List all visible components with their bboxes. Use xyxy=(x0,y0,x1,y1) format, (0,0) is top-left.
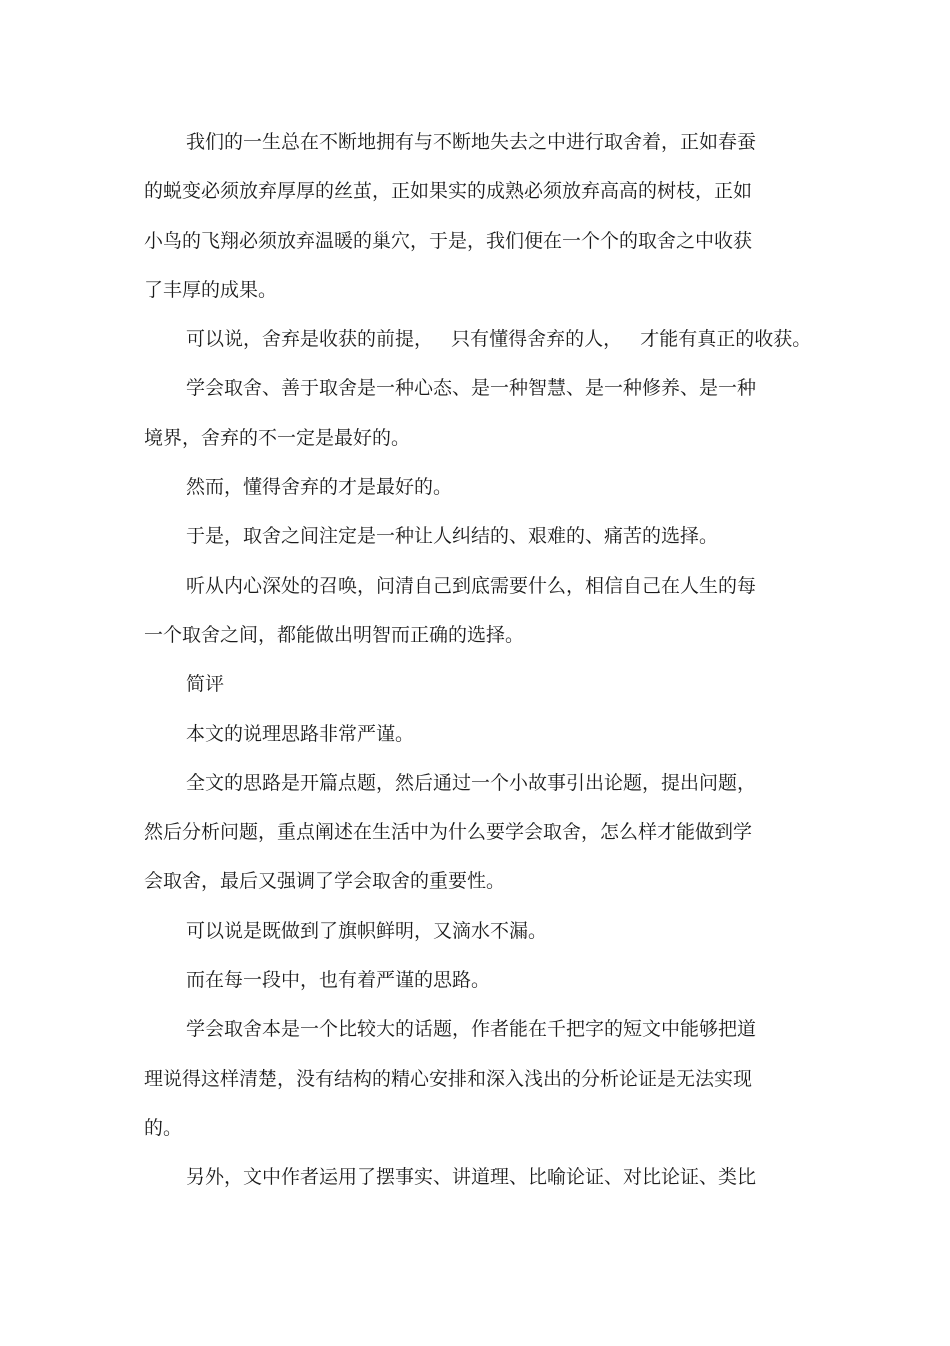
text-line: 可以说，舍弃是收获的前提， 只有懂得舍弃的人， 才能有真正的收获。 xyxy=(186,328,812,351)
text-line: 了丰厚的成果。 xyxy=(144,278,278,301)
text-line: 另外，文中作者运用了摆事实、讲道理、比喻论证、对比论证、类比 xyxy=(186,1166,757,1189)
text-line: 然而，懂得舍弃的才是最好的。 xyxy=(186,476,453,499)
section-heading: 简评 xyxy=(186,673,225,696)
text-line: 会取舍，最后又强调了学会取舍的重要性。 xyxy=(144,870,506,893)
text-line: 一个取舍之间，都能做出明智而正确的选择。 xyxy=(144,623,525,646)
text-line: 境界，舍弃的不一定是最好的。 xyxy=(144,426,411,449)
text-line: 然后分析问题，重点阐述在生活中为什么要学会取舍，怎么样才能做到学 xyxy=(144,821,753,844)
text-line: 于是，取舍之间注定是一种让人纠结的、艰难的、痛苦的选择。 xyxy=(186,525,719,548)
text-line: 本文的说理思路非常严谨。 xyxy=(186,722,415,745)
text-line: 的。 xyxy=(144,1116,183,1139)
text-line: 学会取舍、善于取舍是一种心态、是一种智慧、是一种修养、是一种 xyxy=(186,377,757,400)
text-line: 全文的思路是开篇点题，然后通过一个小故事引出论题，提出问题， xyxy=(186,771,757,794)
text-line: 学会取舍本是一个比较大的话题，作者能在千把字的短文中能够把道 xyxy=(186,1018,757,1041)
text-line: 可以说是既做到了旗帜鲜明，又滴水不漏。 xyxy=(186,919,548,942)
text-line: 我们的一生总在不断地拥有与不断地失去之中进行取舍着，正如春蚕 xyxy=(186,131,757,153)
text-line: 的蜕变必须放弃厚厚的丝茧，正如果实的成熟必须放弃高高的树枝，正如 xyxy=(144,180,753,203)
text-line: 小鸟的飞翔必须放弃温暖的巢穴，于是，我们便在一个个的取舍之中收获 xyxy=(144,229,753,252)
text-line: 听从内心深处的召唤，问清自己到底需要什么，相信自己在人生的每 xyxy=(186,574,757,597)
article-body xyxy=(144,118,812,1203)
text-line: 理说得这样清楚，没有结构的精心安排和深入浅出的分析论证是无法实现 xyxy=(144,1067,753,1090)
text-line: 而在每一段中，也有着严谨的思路。 xyxy=(186,969,491,992)
